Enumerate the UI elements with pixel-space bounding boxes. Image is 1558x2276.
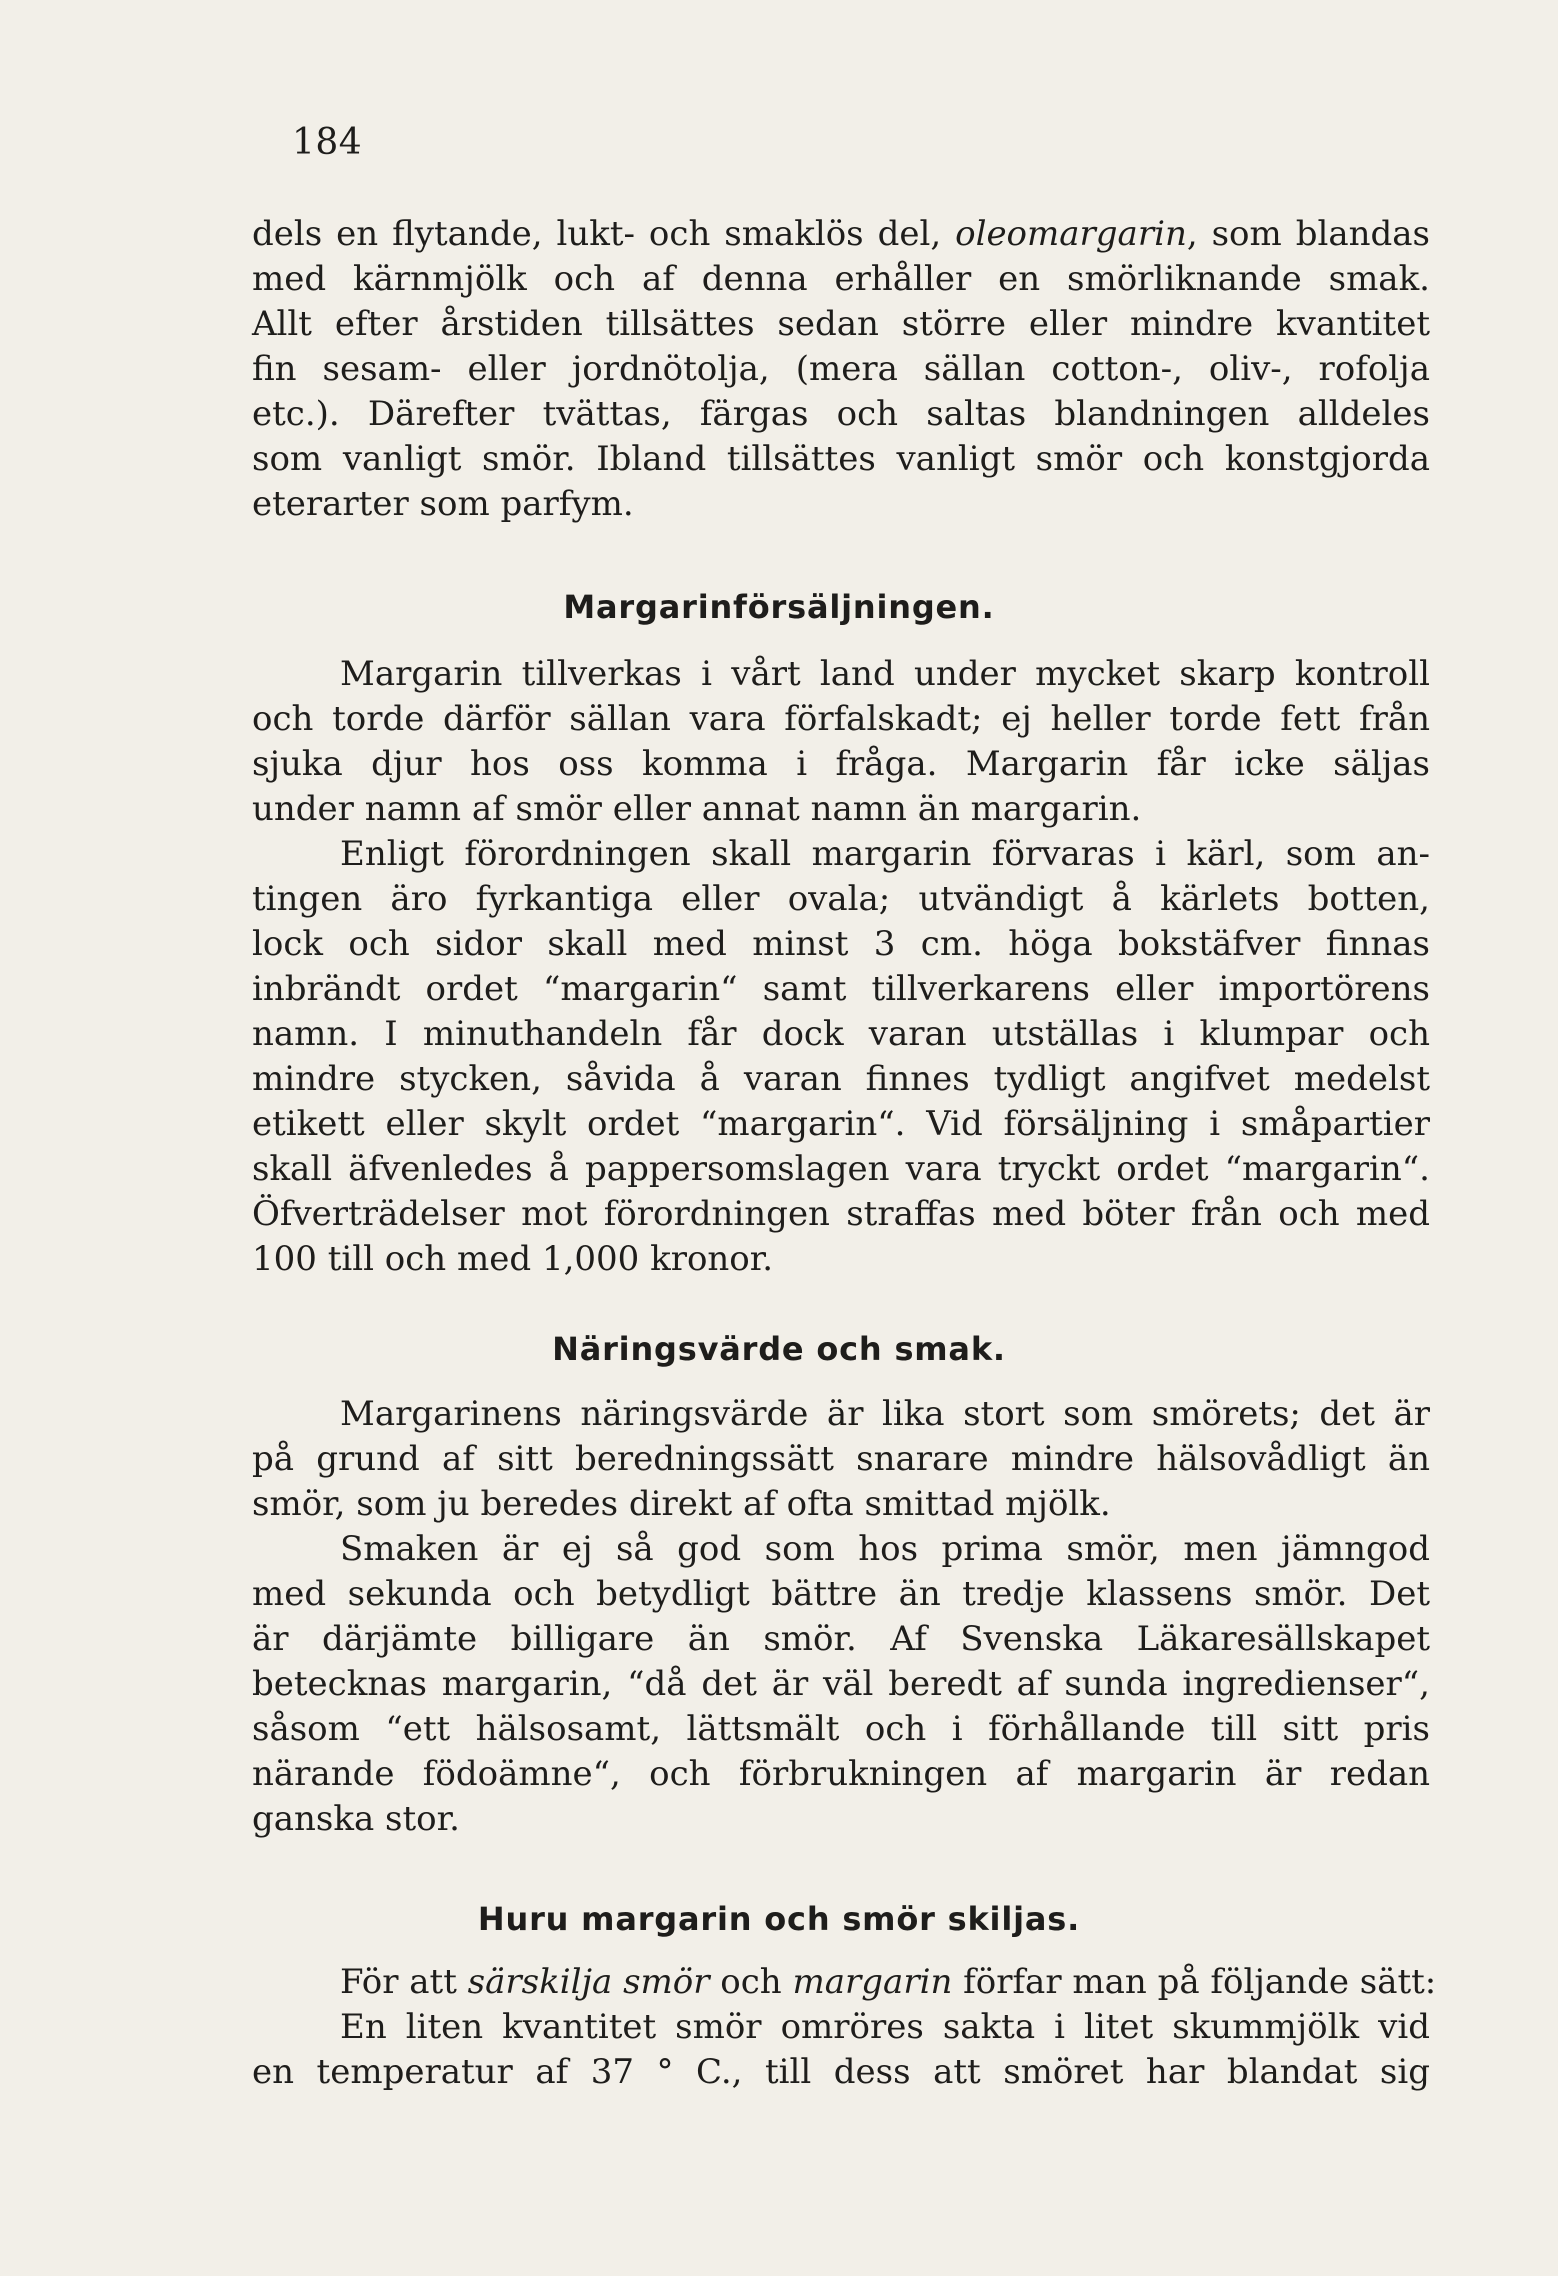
text-run: Smaken är ej så god som hos prima smör, men jämngod <box>340 1529 1430 1569</box>
text-run: 100 till och med 1,000 kronor. <box>252 1239 774 1279</box>
text-line <box>252 1752 1430 1797</box>
text-run: är därjämte billigare än smör. Af Svenska Läkaresällskapet <box>252 1619 1430 1659</box>
paragraph-block-1 <box>252 212 1430 527</box>
text-run: eterarter som parfym. <box>252 484 634 524</box>
text-run: För att <box>340 1962 468 2002</box>
text-run: inbrändt ordet “margarin“ samt tillverkarens eller importörens <box>252 969 1430 1009</box>
section-heading-margarinforsaljningen: Margarinförsäljningen. <box>563 588 995 626</box>
text-run: Margarinens näringsvärde är lika stort som smörets; det är <box>340 1394 1430 1434</box>
text-line <box>252 482 1430 527</box>
text-run: på grund af sitt beredningssätt snarare mindre hälsovådligt än <box>252 1439 1430 1479</box>
text-run: tingen äro fyrkantiga eller ovala; utvändigt å kärlets botten, <box>252 879 1430 919</box>
text-run: En liten kvantitet smör omröres sakta i litet skummjölk vid <box>340 2007 1430 2047</box>
text-run: namn. I minuthandeln får dock varan utställas i klumpar och <box>252 1014 1430 1054</box>
text-run: etc.). Därefter tvättas, färgas och saltas blandningen alldeles <box>252 394 1430 434</box>
text-line <box>252 1192 1430 1237</box>
text-line <box>252 832 1430 877</box>
text-line <box>252 1437 1430 1482</box>
text-line <box>252 1662 1430 1707</box>
text-line <box>252 1797 1430 1842</box>
text-run: såsom “ett hälsosamt, lättsmält och i förhållande till sitt pris <box>252 1709 1430 1749</box>
text-run: en temperatur af 37 ° C., till dess att smöret har blandat sig <box>252 2052 1430 2092</box>
text-line <box>252 1012 1430 1057</box>
text-run: som vanligt smör. Ibland tillsättes vanligt smör och konstgjorda <box>252 439 1430 479</box>
text-run: dels en flytande, lukt- och smaklös del, <box>252 214 956 254</box>
text-line <box>252 742 1430 787</box>
text-run: smör, som ju beredes direkt af ofta smittad mjölk. <box>252 1484 1111 1524</box>
italic-text: margarin <box>792 1962 953 2002</box>
section-heading-naringsvarde: Näringsvärde och smak. <box>552 1330 1006 1368</box>
text-line <box>252 1617 1430 1662</box>
text-line <box>252 1237 1430 1282</box>
text-run: och torde därför sällan vara förfalskadt; ej heller torde fett från <box>252 699 1430 739</box>
text-line <box>252 2050 1430 2095</box>
text-line <box>252 1392 1430 1437</box>
paragraph-block-2 <box>252 652 1430 1282</box>
text-line <box>252 1707 1430 1752</box>
text-run: , som blandas <box>1186 214 1430 254</box>
text-line <box>252 967 1430 1012</box>
text-line <box>252 392 1430 437</box>
text-line <box>252 1960 1437 2005</box>
text-line <box>252 212 1430 257</box>
text-line <box>252 652 1430 697</box>
text-run: Öfverträdelser mot förordningen straffas med böter från och med <box>252 1194 1430 1234</box>
text-run: med sekunda och betydligt bättre än tredje klassens smör. Det <box>252 1574 1430 1614</box>
text-run: skall äfvenledes å pappersomslagen vara tryckt ordet “margarin“. <box>252 1149 1430 1189</box>
text-run: ganska stor. <box>252 1799 460 1839</box>
text-line <box>252 697 1430 742</box>
text-run: Enligt förordningen skall margarin förvaras i kärl, som an- <box>340 834 1430 874</box>
text-run: under namn af smör eller annat namn än margarin. <box>252 789 1142 829</box>
text-line <box>252 437 1430 482</box>
text-run: etikett eller skylt ordet “margarin“. Vid försäljning i småpartier <box>252 1104 1430 1144</box>
text-line <box>252 302 1430 347</box>
text-line <box>252 1147 1430 1192</box>
text-line <box>252 922 1430 967</box>
text-run: Allt efter årstiden tillsättes sedan större eller mindre kvantitet <box>252 304 1430 344</box>
paragraph-block-3 <box>252 1392 1430 1842</box>
text-run: sjuka djur hos oss komma i fråga. Margarin får icke säljas <box>252 744 1430 784</box>
text-run: närande födoämne“, och förbrukningen af margarin är redan <box>252 1754 1430 1794</box>
text-run: lock och sidor skall med minst 3 cm. höga bokstäfver finnas <box>252 924 1430 964</box>
italic-text: oleomargarin <box>955 214 1187 254</box>
paragraph-block-4 <box>252 1960 1437 2095</box>
text-line <box>252 2005 1430 2050</box>
text-line <box>252 1527 1430 1572</box>
text-line <box>252 877 1430 922</box>
text-run: mindre stycken, såvida å varan finnes tydligt angifvet medelst <box>252 1059 1430 1099</box>
text-run: betecknas margarin, “då det är väl beredt af sunda ingredienser“, <box>252 1664 1430 1704</box>
text-run: med kärnmjölk och af denna erhåller en smörliknande smak. <box>252 259 1430 299</box>
text-line <box>252 257 1430 302</box>
text-run: fin sesam- eller jordnötolja, (mera sällan cotton-, oliv-, rofolja <box>252 349 1430 389</box>
text-run: och <box>709 1962 793 2002</box>
text-line <box>252 347 1430 392</box>
text-line <box>252 1057 1430 1102</box>
text-line <box>252 787 1430 832</box>
text-run: Margarin tillverkas i vårt land under mycket skarp kontroll <box>340 654 1430 694</box>
italic-text: särskilja smör <box>467 1962 710 2002</box>
text-run: förfar man på följande sätt: <box>952 1962 1437 2002</box>
text-line <box>252 1572 1430 1617</box>
section-heading-huru-skiljas: Huru margarin och smör skiljas. <box>477 1900 1081 1938</box>
text-line <box>252 1482 1430 1527</box>
page-number: 184 <box>292 122 363 163</box>
text-line <box>252 1102 1430 1147</box>
